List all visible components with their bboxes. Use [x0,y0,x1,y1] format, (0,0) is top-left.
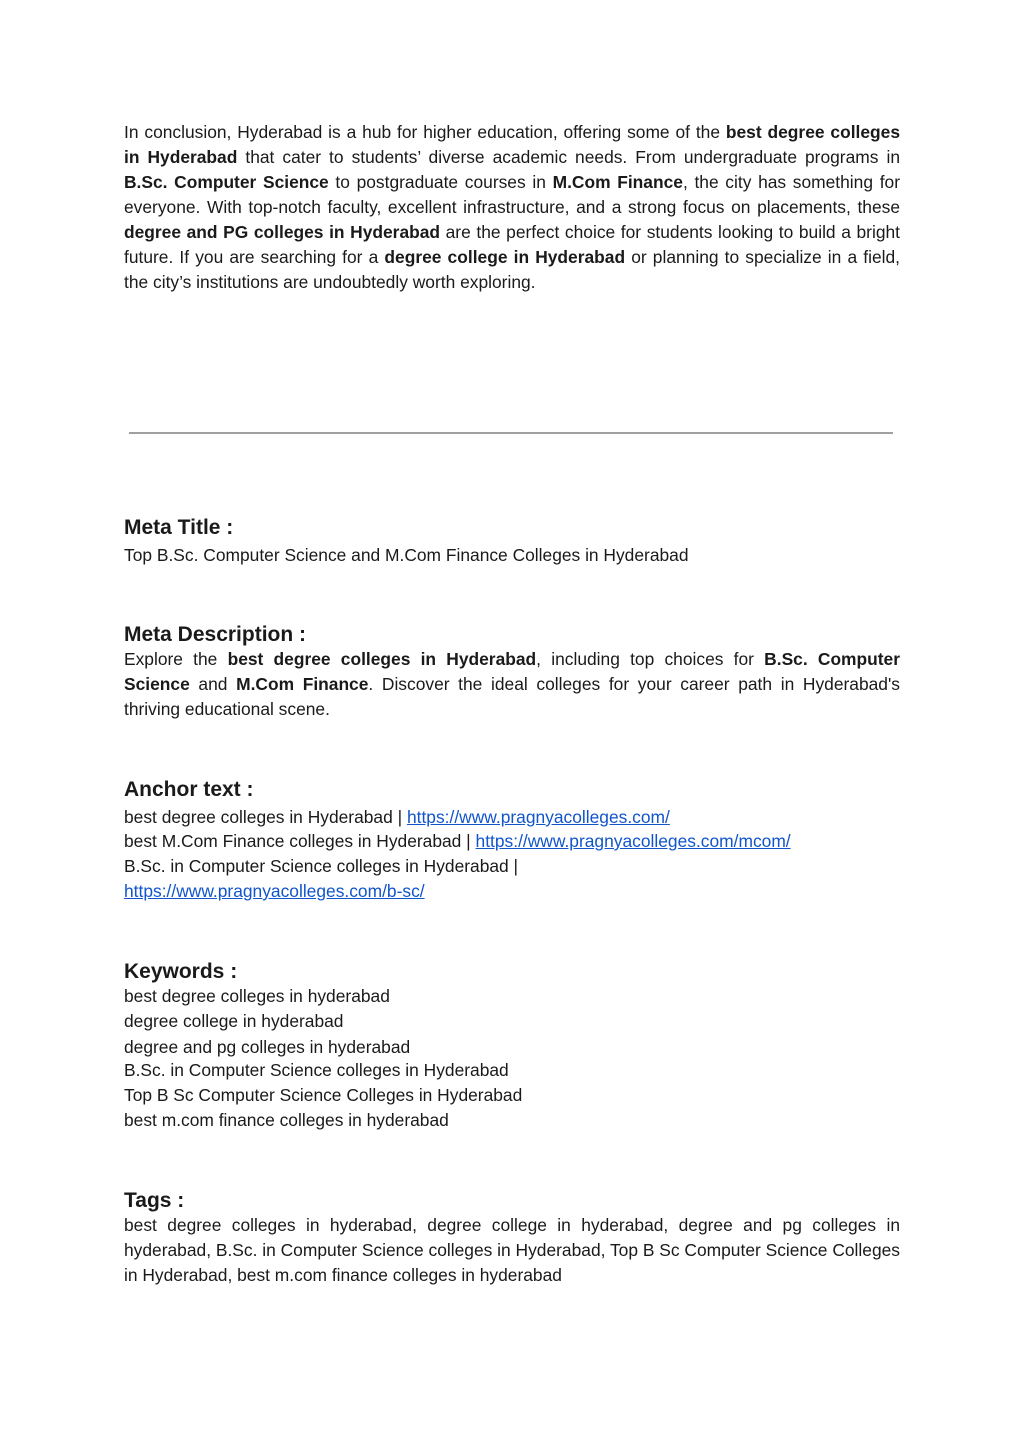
meta-desc-bold-3: M.Com Finance [236,674,369,694]
conclusion-bold-1: best degree colleges in Hyderabad [124,122,901,167]
conclusion-text-5: are the perfect choice for students looking to build a bright future. If you are searching for a [124,222,900,267]
anchor-link-mcom[interactable]: https://www.pragnyacolleges.com/mcom/ [475,831,791,851]
meta-desc-text-3: and [189,674,237,694]
conclusion-bold-3: M.Com Finance [552,172,683,192]
keyword-item: best degree colleges in hyderabad [124,986,390,1006]
anchor-label: best M.Com Finance colleges in Hyderabad | [124,831,476,851]
conclusion-text-2: that cater to students’ diverse academic needs. From undergraduate programs in [237,147,900,167]
conclusion-paragraph [124,120,900,295]
conclusion-bold-2: B.Sc. Computer Science [124,172,329,192]
conclusion-text-6: or planning to specialize in a field, the city’s institutions are undoubtedly worth exploring. [124,247,900,292]
keyword-item: degree and pg colleges in hyderabad [124,1037,411,1057]
anchor-item [124,805,670,829]
anchor-item-url [124,879,425,903]
keywords-heading: Keywords : [124,960,238,983]
keyword-item: Top B Sc Computer Science Colleges in Hyderabad [124,1085,523,1105]
tags-heading: Tags : [124,1189,185,1212]
meta-title-text: Top B.Sc. Computer Science and M.Com Finance Colleges in Hyderabad [124,545,689,565]
anchor-link-home[interactable]: https://www.pragnyacolleges.com/ [406,807,670,827]
tags-text: best degree colleges in hyderabad, degree college in hyderabad, degree and pg colleges in hyderabad, B.Sc. in Computer Science colleges in Hyderabad, Top B Sc Computer Science Colleges in Hyderabad, best m.com finance colleges in hyderabad [124,1215,900,1285]
conclusion-text-3: to postgraduate courses in [328,172,553,192]
meta-description-heading: Meta Description : [124,623,307,646]
meta-desc-bold-2: B.Sc. Computer Science [124,649,901,694]
horizontal-divider [129,432,893,434]
anchor-label: B.Sc. in Computer Science colleges in Hyderabad | [124,856,519,876]
anchor-label: best degree colleges in Hyderabad | [124,807,407,827]
keyword-item: best m.com finance colleges in hyderabad [124,1110,449,1130]
conclusion-text-1: In conclusion, Hyderabad is a hub for higher education, offering some of the [124,122,726,142]
meta-desc-text-1: Explore the [124,649,228,669]
meta-title-heading: Meta Title : [124,516,234,539]
anchor-item [124,829,791,853]
meta-desc-bold-1: best degree colleges in Hyderabad [227,649,537,669]
conclusion-text-4: , the city has something for everyone. With top-notch faculty, excellent infrastructure, and a strong focus on placements, these [124,172,900,217]
anchor-item [124,854,518,878]
conclusion-bold-4: degree and PG colleges in Hyderabad [124,222,441,242]
keyword-item: B.Sc. in Computer Science colleges in Hyderabad [124,1060,509,1080]
anchor-link-bsc[interactable]: https://www.pragnyacolleges.com/b-sc/ [124,881,425,901]
meta-description-paragraph [124,647,900,722]
anchor-text-heading: Anchor text : [124,778,254,801]
meta-desc-text-4: . Discover the ideal colleges for your career path in Hyderabad's thriving educational scene. [124,674,900,719]
meta-desc-text-2: , including top choices for [536,649,765,669]
keyword-item: degree college in hyderabad [124,1011,344,1031]
conclusion-bold-5: degree college in Hyderabad [384,247,626,267]
